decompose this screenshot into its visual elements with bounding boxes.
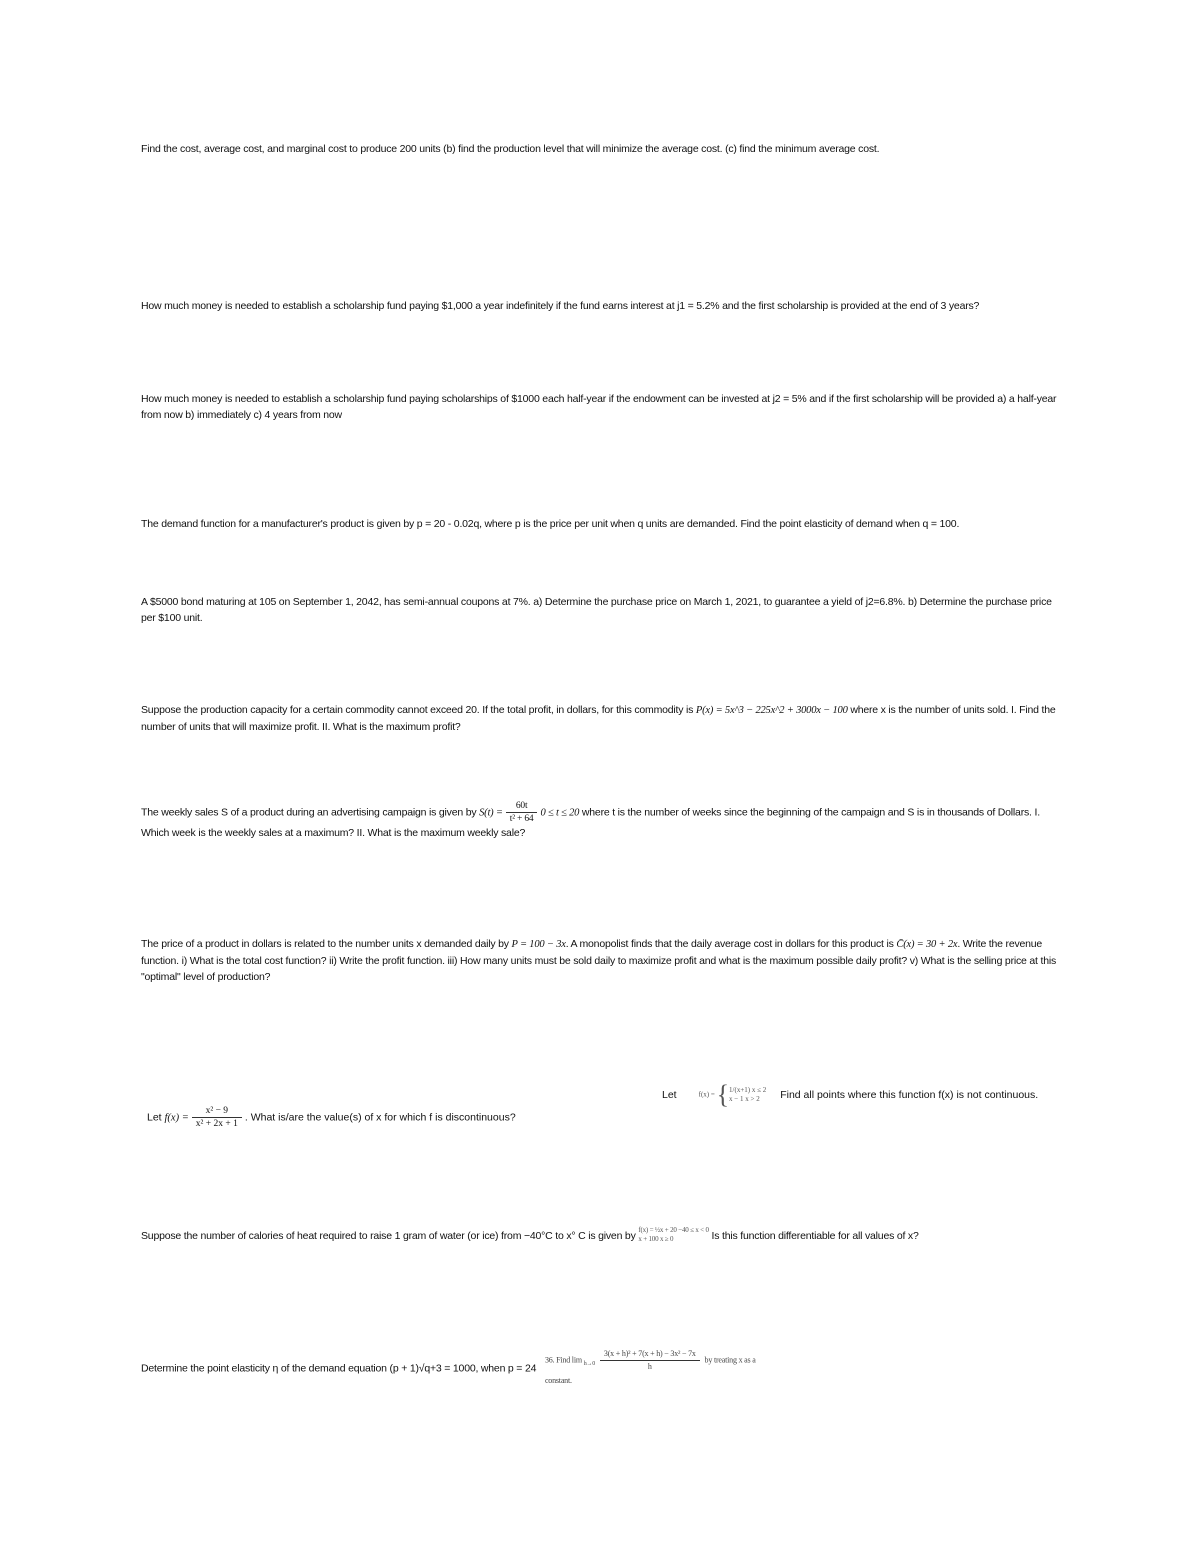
limit-line-2: constant. (544, 1376, 572, 1385)
discontinuity-function-name: f(x) = (164, 1112, 189, 1124)
problem-max-profit-text-2: where x is the number of units sold. I. Find the number of units that will maximize profit. II. What is the maximum profit? (141, 704, 1056, 733)
problem-max-profit (141, 702, 1061, 735)
calories-piecewise (638, 1226, 708, 1244)
piecewise-case-1: 1/(x+1) x ≤ 2 (729, 1086, 767, 1094)
problem-scholarship-annual: How much money is needed to establish a scholarship fund paying $1,000 a year indefinitely if the fund earns interest at j1 = 5.2% and the first scholarship is provided at the end of 3 years? (141, 300, 980, 312)
profit-function: P(x) = 5x^3 − 225x^2 + 3000x − 100 (695, 705, 848, 716)
average-cost-function: C̄(x) = 30 + 2x (896, 939, 958, 950)
limit-subscript: h→0 (583, 1360, 596, 1367)
limit-problem (545, 1348, 756, 1389)
problem-elasticity-text: Determine the point elasticity η of the demand equation (p + 1)√q+3 = 1000, when p = 24 (141, 1362, 537, 1375)
limit-denominator: h (647, 1362, 652, 1371)
piecewise-function-name: f(x) = (698, 1090, 715, 1099)
price-function: P = 100 − 3x (511, 939, 566, 950)
problem-weekly-sales-text-2: where t is the number of weeks since the beginning of the campaign and S is in thousands of Dollars. I. Which week is the weekly sales at a maximum? II. What is the maximum weekly sale? (141, 806, 1040, 839)
sales-denominator: t² + 64 (509, 814, 534, 824)
problem-monopolist-text-3: . Write the revenue function. i) What is the total cost function? ii) Write the profit function. iii) How many units must be sold daily to maximize profit and what is the maximum possible daily profit? v) What is the selling price at this "optimal" level of production? (141, 938, 1057, 983)
piecewise-brace: { (716, 1080, 730, 1109)
problem-monopolist-text-2: . A monopolist finds that the daily average cost in dollars for this product is (565, 938, 897, 950)
problem-discontinuity (147, 1105, 516, 1130)
sales-numerator: 60t (506, 800, 538, 813)
problem-elasticity-and-limit (141, 1348, 1061, 1389)
calories-cases (638, 1226, 708, 1244)
problem-cost: Find the cost, average cost, and marginal cost to produce 200 units (b) find the production level that will minimize the average cost. (c) find the minimum average cost. (141, 143, 880, 155)
problem-piecewise-text: Find all points where this function f(x) is not continuous. (780, 1089, 1039, 1101)
problem-monopolist-text-1: The price of a product in dollars is related to the number units x demanded daily by (141, 938, 512, 950)
limit-suffix: by treating x as a (704, 1355, 756, 1365)
problem-discontinuity-text: . What is/are the value(s) of x for which f is discontinuous? (244, 1111, 516, 1124)
problem-calories-text-2: Is this function differentiable for all values of x? (708, 1230, 919, 1242)
limit-numerator: 3(x + h)² + 7(x + h) − 3x² − 7x (600, 1348, 700, 1361)
problem-demand-elasticity: The demand function for a manufacturer's product is given by p = 20 - 0.02q, where p is the price per unit when q units are demanded. Find the point elasticity of demand when q = 100. (141, 518, 960, 530)
problem-max-profit-text-1: Suppose the production capacity for a certain commodity cannot exceed 20. If the total profit, in dollars, for this commodity is (141, 704, 696, 716)
limit-prefix: 36. Find lim (544, 1355, 582, 1365)
calories-case-1: f(x) = ½x + 20 −40 ≤ x < 0 (638, 1226, 709, 1234)
discontinuity-numerator: x² − 9 (192, 1105, 242, 1118)
problem-monopolist (141, 936, 1061, 985)
calories-case-2: x + 100 x ≥ 0 (638, 1235, 674, 1243)
sales-function-name: S(t) = (479, 807, 503, 819)
problem-scholarship-half-year: How much money is needed to establish a scholarship fund paying scholarships of $1000 each half-year if the endowment can be invested at j2 = 5% and if the first scholarship will be provided a) a half-year from now b) immediately c) 4 years from now (141, 393, 1057, 421)
piecewise-cases (729, 1086, 766, 1104)
problem-piecewise-continuity (662, 1082, 1062, 1108)
problem-calories (141, 1226, 1061, 1244)
problem-calories-text-1: Suppose the number of calories of heat required to raise 1 gram of water (or ice) from −40°C to x° C is given by (141, 1230, 639, 1242)
discontinuity-fraction (192, 1105, 242, 1130)
problem-weekly-sales (141, 800, 1061, 841)
discontinuity-denominator: x² + 2x + 1 (195, 1119, 238, 1129)
problem-piecewise-let: Let (662, 1089, 677, 1101)
problem-discontinuity-let: Let (147, 1111, 165, 1124)
problem-bond: A $5000 bond maturing at 105 on September 1, 2042, has semi-annual coupons at 7%. a) Determine the purchase price on March 1, 2021, to guarantee a yield of j2=6.8%. b) Determine the purchase price per $100 unit. (141, 596, 1052, 624)
problem-weekly-sales-text-1: The weekly sales S of a product during an advertising campaign is given by (141, 806, 480, 819)
limit-fraction (600, 1348, 700, 1373)
sales-domain: 0 ≤ t ≤ 20 (540, 807, 580, 819)
piecewise-case-2: x − 1 x > 2 (729, 1095, 760, 1103)
sales-function-fraction (506, 800, 538, 825)
piecewise-function (699, 1082, 767, 1108)
